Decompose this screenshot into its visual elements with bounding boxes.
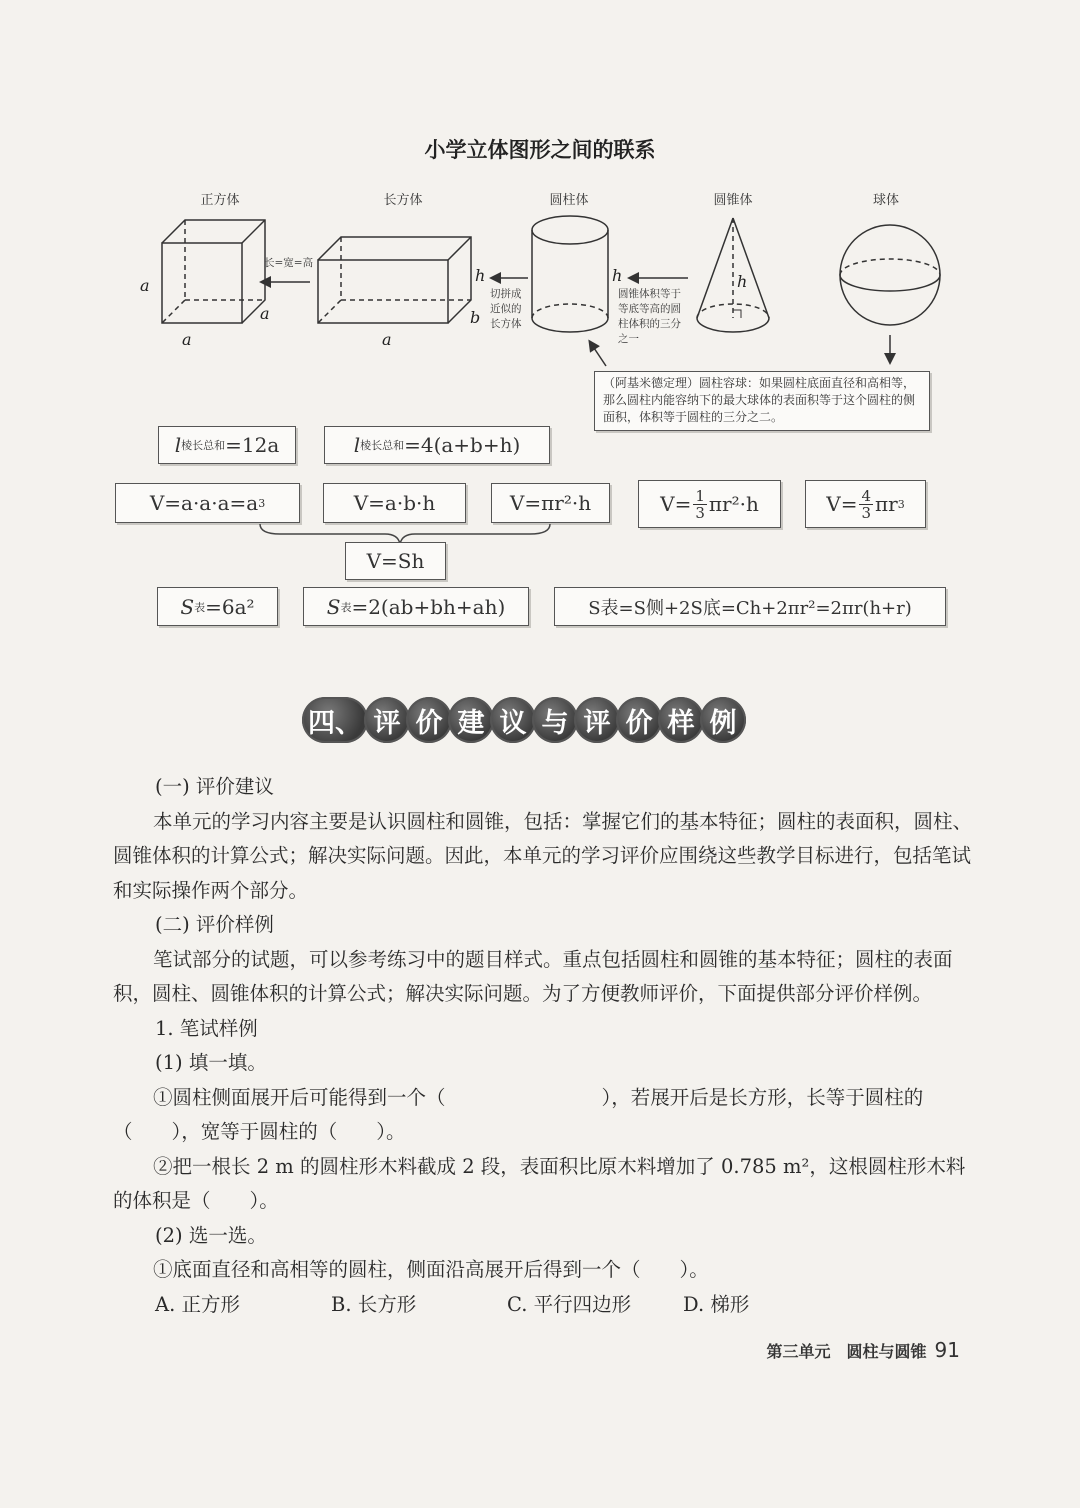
label-cube: 正方体 <box>200 193 240 208</box>
banner-char: 例 <box>700 697 746 743</box>
page-footer <box>767 1338 960 1362</box>
label-cuboid: 长方体 <box>383 193 423 208</box>
heading-evaluation-suggestions: (一) 评价建议 <box>155 775 274 798</box>
banner-char: 四、 <box>302 697 368 743</box>
evaluation-content <box>113 770 973 1322</box>
banner-char: 议 <box>490 697 536 743</box>
banner-char: 价 <box>406 697 452 743</box>
cube-shape <box>162 220 265 323</box>
formula-cylinder-volume: V=πr²·h <box>491 483 610 523</box>
label-cone: 圆锥体 <box>713 193 753 208</box>
banner-char: 评 <box>574 697 620 743</box>
cylinder-height-label: h <box>612 266 623 285</box>
heading-written-examples: 1. 笔试样例 <box>155 1016 258 1040</box>
option-a: A. 正方形 <box>155 1292 240 1316</box>
formula-cuboid-surface: S 表 =2(ab+bh+ah) <box>303 587 529 626</box>
cylinder-cuboid-note: 切拼成 近似的 长方体 <box>490 288 522 330</box>
unit-title: 第三单元 圆柱与圆锥 <box>766 1342 927 1361</box>
heading-fill-in: (1) 填一填。 <box>155 1051 267 1074</box>
formula-cube-edge: l 棱长总和 =12a <box>158 426 296 464</box>
question-choose-1: ①底面直径和高相等的圆柱，侧面沿高展开后得到一个（ ）。 <box>153 1258 709 1281</box>
option-d: D. 梯形 <box>683 1292 750 1316</box>
cylinder-shape <box>532 216 608 332</box>
archimedes-theorem-note: （阿基米德定理）圆柱容球：如果圆柱底面直径和高相等，那么圆柱内能容纳下的最大球体的表面积等于这个圆柱的侧面积，体积等于圆柱的三分之二。 <box>594 371 930 431</box>
diagram-title: 小学立体图形之间的联系 <box>424 138 656 162</box>
arrow-note-to-cylinder <box>590 342 606 366</box>
cone-shape <box>697 218 769 332</box>
option-c: C. 平行四边形 <box>507 1292 632 1316</box>
banner-char: 与 <box>532 697 578 743</box>
option-b: B. 长方形 <box>331 1292 417 1316</box>
banner-char: 建 <box>448 697 494 743</box>
cone-cylinder-note: 圆锥体积等于 等底等高的圆 柱体积的三分 之一 <box>618 288 681 345</box>
formula-cuboid-volume: V=a·b·h <box>323 483 466 523</box>
question-fill-2: ②把一根长 2 m 的圆柱形木料截成 2 段，表面积比原木料增加了 0.785 m²，这根圆柱形木料的体积是（ ）。 <box>113 1154 966 1212</box>
cuboid-bottom-label: a <box>382 330 392 349</box>
banner-char: 评 <box>364 697 410 743</box>
section-banner <box>302 695 742 745</box>
cuboid-shape <box>318 237 471 323</box>
question-fill-1: ①圆柱侧面展开后可能得到一个（ ），若展开后是长方形，长等于圆柱的（ ），宽等于圆柱的（ ）。 <box>113 1085 924 1143</box>
formula-cone-volume: V= $\frac{1}{3}$ πr²·h <box>638 480 781 528</box>
answer-options <box>113 1288 973 1323</box>
banner-char: 样 <box>658 697 704 743</box>
label-cylinder: 圆柱体 <box>549 193 589 208</box>
banner-char: 价 <box>616 697 662 743</box>
cuboid-depth-label: b <box>470 308 481 327</box>
formula-cube-volume: V=a·a·a=a 3 <box>115 483 300 523</box>
cuboid-height-label: h <box>475 266 486 285</box>
label-sphere: 球体 <box>872 193 899 208</box>
cube-cuboid-note: 长=宽=高 <box>264 257 314 269</box>
cube-bottom-label: a <box>182 330 192 349</box>
formula-cuboid-edge: l 棱长总和 =4(a+b+h) <box>324 426 550 464</box>
formula-cube-surface: S 表 =6a² <box>157 587 278 626</box>
formula-general-volume: V=Sh <box>345 542 446 580</box>
cone-height-label: h <box>737 272 748 291</box>
cube-side-label: a <box>140 276 150 295</box>
page-number: 91 <box>934 1338 960 1362</box>
formula-cylinder-surface: S表=S侧+2S底=Ch+2πr²=2πr(h+r) <box>554 587 946 626</box>
cube-depth-label: a <box>260 304 270 323</box>
paragraph-examples: 笔试部分的试题，可以参考练习中的题目样式。重点包括圆柱和圆锥的基本特征；圆柱的表面积，圆柱、圆锥体积的计算公式；解决实际问题。为了方便教师评价，下面提供部分评价样例。 <box>113 947 953 1005</box>
sphere-shape <box>840 225 940 325</box>
formula-sphere-volume: V= $\frac{4}{3}$ πr 3 <box>805 480 926 528</box>
paragraph-suggestions: 本单元的学习内容主要是认识圆柱和圆锥，包括：掌握它们的基本特征；圆柱的表面积，圆柱、圆锥体积的计算公式；解决实际问题。因此，本单元的学习评价应围绕这些教学目标进行，包括笔试和实际操作两个部分。 <box>113 809 973 902</box>
heading-choose: (2) 选一选。 <box>155 1223 267 1247</box>
heading-evaluation-examples: (二) 评价样例 <box>155 913 274 936</box>
